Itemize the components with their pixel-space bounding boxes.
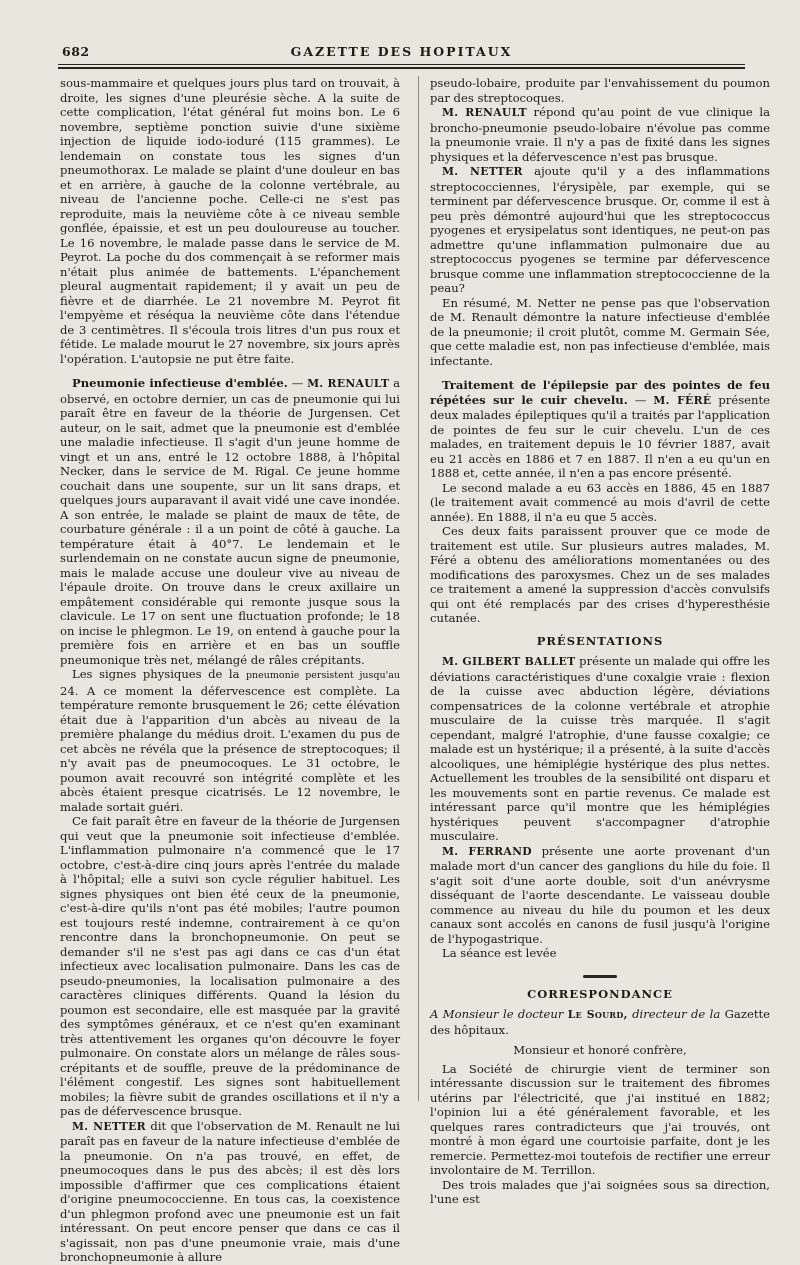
paragraph: M. RENAULT répond qu'au point de vue clinique la broncho-pneumonie pseudo-lobaire n'évolue pas comme la pneumonie vraie. Il n'y a pas de fixité dans les signes physiques et la défervescence n'est pas brusque. [430, 105, 770, 164]
paragraph: La séance est levée [442, 946, 557, 960]
speaker-name: M. RENAULT [442, 106, 527, 119]
paragraph: Des trois malades que j'ai soignées sous sa direction, l'une est [430, 1177, 770, 1206]
paragraph-pneumonie: Pneumonie infectieuse d'emblée. — M. RENAULT a observé, en octobre dernier, un cas de pneumonie qui lui paraît être en faveur de la théorie de Jurgensen. Cet auteur, on le sait, admet que la pneumonie est d'emblée une maladie infectieuse. Il s'agit d'un jeune homme de vingt et un ans, entré le 12 octobre 1888, à l'hôpital Necker, dans le service de M. Rigal. Ce jeune homme couchait dans une soupente, sur un lit sans draps, et quelques jours auparavant il avait vidé une cave inondée. A son entrée, le malade se plaint de maux de tête, de courbature générale : il a un point de côté à gauche. La température était à 40°7. Le lendemain et le surlendemain on ne constate aucun signe de pneumonie, mais le malade accuse une douleur vive au niveau de l'épaule droite. On trouve dans le creux axillaire un empâtement considérable qui remonte jusque sous la clavicule. Le 17 on sent une fluctuation profonde; le 18 on incise le phlegmon. Le 19, on entend à gauche pour la première fois en arrière et en bas un souffle pneumonique très net, mélangé de râles crépitants. [60, 376, 401, 667]
letter-address: A Monsieur le docteur Le Sourd, directeur de la Gazette des hôpitaux. [430, 1007, 770, 1037]
header-rule [58, 64, 745, 69]
speaker-name: M. FÉRÉ [653, 393, 712, 407]
paragraph: M. GILBERT BALLET présente un malade qui offre les déviations caractéristiques d'une coxalgie vraie : flexion de la cuisse avec abduction légère, déviations compensatrices de la colonne vertébrale et atrophie musculaire de la cuisse très marquée. Il s'agit cependant, malgré l'atrophie, d'une fausse coxalgie; ce malade est un hystérique; il a présenté, à la suite d'accès alcooliques, une hémiplégie hystérique des plus nettes. Actuellement les troubles de la sensibilité ont disparu et les mouvements sont en partie revenus. Ce malade est intéressant parce qu'il montre que les hémiplégies hystériques peuvent s'accompagner d'atrophie musculaire. [430, 654, 770, 843]
paragraph: En résumé, M. Netter ne pense pas que l'observation de M. Renault démontre la nature infectieuse d'emblée de la pneumonie; il croit plutôt, comme M. Germain Sée, que cette maladie est, non pas infectieuse d'emblée, mais infectante. [430, 295, 770, 368]
paragraph: Le second malade a eu 63 accès en 1886, 45 en 1887 (le traitement avait commencé au mois d'avril de cette année). En 1888, il n'a eu que 5 accès. [430, 480, 770, 524]
column-divider [418, 76, 419, 1101]
right-column [430, 76, 770, 1207]
speaker-name: M. FERRAND [442, 844, 532, 858]
section-heading-correspondance: CORRESPONDANCE [527, 986, 673, 1001]
section-lead: Traitement de l'épilepsie par des pointes de feu répétées sur le cuir chevelu. [430, 378, 770, 407]
left-column [60, 76, 400, 1265]
paragraph: Ces deux faits paraissent prouver que ce mode de traitement est utile. Sur plusieurs autres malades, M. Féré a obtenu des améliorations momentanées ou des modifications des paroxysmes. Chez un de ses malades ce traitement a amené la suppression d'accès convulsifs qui ont été remplacés par des crises d'hyperesthésie cutanée. [430, 524, 770, 625]
paragraph: Les signes physiques de la pneumonie persistent jusqu'au 24. A ce moment la défervescence est complète. La température remonte brusquement le 26; cette élévation était due à l'apparition d'un abcès au niveau de la première phalange du médius droit. L'examen du pus de cet abcès ne révéla que la présence de streptocoques; il n'y avait pas de pneumocoques. Le 31 octobre, le poumon avait recouvré son intégrité complète et les abcès étaient presque cicatrisés. Le 12 novembre, le malade sortait guéri. [60, 667, 400, 814]
letter-salutation: Monsieur et honoré confrère, [513, 1043, 687, 1057]
section-lead: Pneumonie infectieuse d'emblée. [72, 376, 288, 390]
speaker-name: M. NETTER [442, 165, 523, 178]
speaker-name: M. RENAULT [307, 377, 390, 390]
speaker-name: M. NETTER [72, 1119, 146, 1133]
page-number: 682 [62, 44, 90, 59]
ornament-divider [430, 969, 770, 977]
paragraph: sous-mammaire et quelques jours plus tard on trouvait, à droite, les signes d'une pleurésie sèche. A la suite de cette complication, l'état général fut moins bon. Le 6 novembre, septième ponction suivie d'une sixième injection de liquide iodo-ioduré (115 grammes). Le lendemain on constate tous les signes d'un pneumothorax. Le malade se plaint d'une douleur en bas et en arrière, à gauche de la colonne vertébrale, au niveau de l'ancienne poche. Celle-ci ne s'est pas reproduite, mais la neuvième côte à ce niveau semble gonflée, épaissie, et est un peu douloureuse au toucher. Le 16 novembre, le malade passe dans le service de M. Peyrot. La poche du dos commençait à se reformer mais n'était plus animée de battements. L'épanchement pleural augmentait rapidement; il y avait un peu de fièvre et de diarrhée. Le 21 novembre M. Peyrot fit l'empyème et réséqua la neuvième côte dans l'étendue de 3 centimètres. Il s'écoula trois litres d'un pus roux et fétide. Le malade mourut le 27 novembre, six jours après l'opération. L'autopsie ne put être faite. [60, 76, 400, 366]
paragraph: La Société de chirurgie vient de terminer son intéressante discussion sur le traitement des fibromes utérins par l'électricité, que j'ai institué en 1882; l'opinion lui a été généralement favorable, et les quelques rares contradicteurs que j'ai trouvés, ont montré à mon égard une courtoisie parfaite, dont je les remercie. Permettez-moi toutefois de rectifier une erreur involontaire de M. Terrillon. [430, 1061, 770, 1177]
paragraph-epilepsie: Traitement de l'épilepsie par des pointes de feu répétées sur le cuir chevelu. — M. FÉRÉ présente deux malades épileptiques qu'il a traités par l'application de pointes de feu sur le cuir chevelu. L'un de ces malades, en traitement depuis le 10 février 1887, avait eu 21 accès en 1886 et 7 en 1887. Il n'en a eu qu'un en 1888 et, cette année, il n'en a pas encore présenté. [430, 378, 771, 480]
section-heading-presentations: PRÉSENTATIONS [536, 633, 664, 648]
page-header [58, 44, 745, 60]
paragraph: M. FERRAND présente une aorte provenant d'un malade mort d'un cancer des ganglions du hile du foie. Il s'agit soit d'une aorte double, soit d'un anévrysme disséquant de l'aorte descendante. Le vaisseau double commence au niveau du hile du poumon et les deux canaux sont accolés en canons de fusil jusqu'à l'origine de l'hypogastrique. [430, 843, 771, 946]
speaker-name: M. GILBERT BALLET [442, 655, 576, 668]
paragraph: M. NETTER ajoute qu'il y a des inflammations streptococciennes, l'érysipèle, par exemple, qui se terminent par défervescence brusque. Or, comme il est à peu près démontré aujourd'hui que les streptococcus pyogenes et erysipelatus sont identiques, ne peut-on pas admettre qu'une inflammation pulmonaire due au streptococcus pyogenes se termine par défervescence brusque comme une inflammation streptococcienne de la peau? [430, 164, 770, 295]
paragraph: Ce fait paraît être en faveur de la théorie de Jurgensen qui veut que la pneumonie soit infectieuse d'emblée. L'inflammation pulmonaire n'a commencé que le 17 octobre, c'est-à-dire cinq jours après l'entrée du malade à l'hôpital; elle a suivi son cycle régulier habituel. Les signes physiques ont bien été ceux de la pneumonie, c'est-à-dire qu'ils n'ont pas été mobiles; l'autre poumon est toujours resté indemne, contrairement à ce qu'on rencontre dans la bronchopneumonie. On peut se demander s'il ne s'est pas agi dans ce cas d'un état infectieux avec localisation pulmonaire. Dans les cas de pseudo-pneumonies, la localisation pulmonaire a des caractères cliniques différents. Quand la lésion du poumon est secondaire, elle est masquée par la gravité des symptômes généraux, et ce n'est qu'en examinant très attentivement les organes qu'on découvre le foyer pulmonaire. On constate alors un mélange de râles sous-crépitants et de souffle, preuve de la prédominance de l'élément congestif. Les signes sont habituellement mobiles; la fièvre subit de grandes oscillations et il n'y a pas de défervescence brusque. [60, 814, 400, 1118]
paragraph: pseudo-lobaire, produite par l'envahissement du poumon par des streptocoques. [430, 76, 770, 105]
running-title: GAZETTE DES HOPITAUX [290, 44, 513, 59]
paragraph: M. NETTER dit que l'observation de M. Renault ne lui paraît pas en faveur de la nature infectieuse d'emblée de la pneumonie. On n'a pas trouvé, en effet, de pneumocoques dans le pus des abcès; il est dès lors impossible d'affirmer que ces complications étaient d'origine pneumococcienne. En tous cas, la coexistence d'un phlegmon profond avec une pneumonie est un fait intéressant. On peut encore penser que dans ce cas il s'agissait, non pas d'une pneumonie vraie, mais d'une bronchopneumonie à allure [60, 1118, 400, 1264]
